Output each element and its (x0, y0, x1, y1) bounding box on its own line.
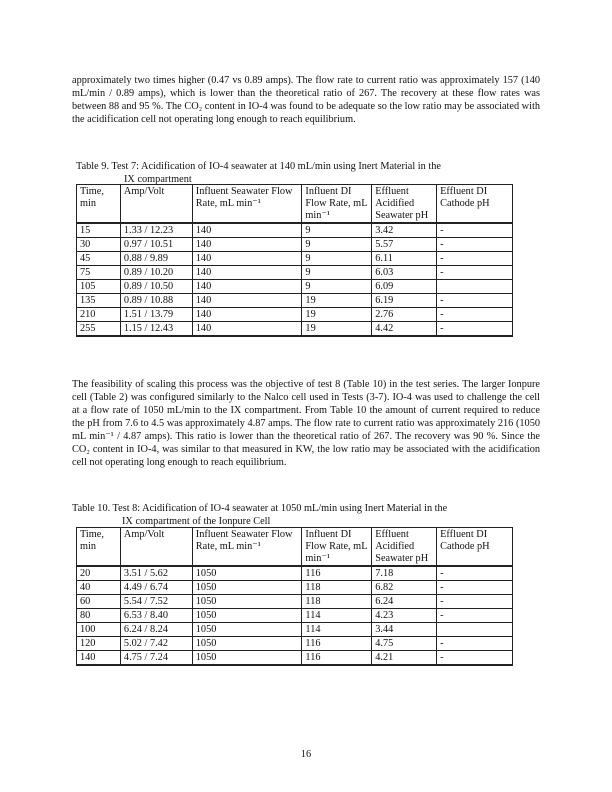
table-cell: - (437, 252, 513, 266)
table-cell: 114 (302, 623, 372, 637)
table-cell: 140 (192, 322, 302, 337)
table-row (77, 609, 513, 623)
table-cell: 30 (77, 238, 121, 252)
column-header: Effluent DI Cathode pH (437, 528, 513, 567)
table-cell: 3.42 (372, 223, 437, 238)
column-header: Influent DI Flow Rate, mL min⁻¹ (302, 528, 372, 567)
table-cell: 5.02 / 7.42 (120, 637, 192, 651)
table-cell: - (437, 322, 513, 337)
column-header: Effluent Acidified Seawater pH (372, 185, 437, 224)
table-cell: - (437, 566, 513, 581)
table-cell: 116 (302, 651, 372, 666)
column-header: Amp/Volt (120, 528, 192, 567)
table-cell: 135 (77, 294, 121, 308)
table-cell: 0.97 / 10.51 (120, 238, 192, 252)
table9-caption (76, 160, 441, 186)
table-cell: 4.49 / 6.74 (120, 581, 192, 595)
table-cell: 5.57 (372, 238, 437, 252)
table-cell: 15 (77, 223, 121, 238)
table-cell: 0.89 / 10.50 (120, 280, 192, 294)
table-row (77, 308, 513, 322)
page-number: 16 (300, 749, 312, 760)
table-row (77, 238, 513, 252)
table-cell: 9 (302, 238, 372, 252)
table-cell: 7.18 (372, 566, 437, 581)
table-cell: 2.76 (372, 308, 437, 322)
column-header: Effluent DI Cathode pH (437, 185, 513, 224)
table-cell: - (437, 581, 513, 595)
table-cell: 6.24 / 8.24 (120, 623, 192, 637)
table-cell: 140 (192, 238, 302, 252)
table-cell: - (437, 609, 513, 623)
table9-caption-line2: IX compartment (124, 174, 192, 185)
table-cell: 9 (302, 266, 372, 280)
column-header: Amp/Volt (120, 185, 192, 224)
table-cell: 1050 (192, 623, 302, 637)
table-cell: 1.15 / 12.43 (120, 322, 192, 337)
table-cell: 105 (77, 280, 121, 294)
table-cell: 5.54 / 7.52 (120, 595, 192, 609)
table-cell: 210 (77, 308, 121, 322)
table-cell: 140 (192, 266, 302, 280)
table-row (77, 223, 513, 238)
table-row (77, 566, 513, 581)
table-cell: - (437, 637, 513, 651)
paragraph-test7-discussion: approximately two times higher (0.47 vs 0.89 amps). The flow rate to current ratio was approximately 157 (140 mL/min / 0.89 amps), which is lower than the theoretical ratio of 267. The recovery at these flow rates was between 88 and 95 %. The CO₂ content in IO-4 was found to be adequate so the low ratio may be associated with the acidification cell not operating long enough to reach equilibrium. (72, 75, 540, 125)
paragraph-test8-discussion: The feasibility of scaling this process was the objective of test 8 (Table 10) in the test series. The larger Ionpure cell (Table 2) was configured similarly to the Nalco cell used in Tests (3-7). IO-4 was used to challenge the cell at a flow rate of 1050 mL/min to the IX compartment. From Table 10 the amount of current required to reduce the pH from 7.6 to 4.5 was approximately 4.87 amps. The flow rate to current ratio was approximately 216 (1050 mL min⁻¹ / 4.87 amps). This ratio is lower than the theoretical ratio of 267. The recovery was 90 %. Since the CO₂ content in IO-4, was similar to that measured in KW, the low ratio may be associated with the acidification cell not operating long enough to reach equilibrium. (72, 379, 540, 468)
table-cell: 45 (77, 252, 121, 266)
column-header: Influent DI Flow Rate, mL min⁻¹ (302, 185, 372, 224)
table9-caption-line1: Table 9. Test 7: Acidification of IO-4 seawater at 140 mL/min using Inert Material in the (76, 161, 441, 172)
table-row (77, 252, 513, 266)
table10 (76, 527, 513, 666)
table-cell: 140 (77, 651, 121, 666)
table-row (77, 280, 513, 294)
table-row (77, 651, 513, 666)
table-cell: 0.88 / 9.89 (120, 252, 192, 266)
table-cell: 40 (77, 581, 121, 595)
column-header: Influent Seawater Flow Rate, mL min⁻¹ (192, 185, 302, 224)
table-cell: 1050 (192, 581, 302, 595)
column-header: Influent Seawater Flow Rate, mL min⁻¹ (192, 528, 302, 567)
table-cell: 4.21 (372, 651, 437, 666)
table-cell: 6.53 / 8.40 (120, 609, 192, 623)
table-cell: 140 (192, 252, 302, 266)
table-cell: 4.42 (372, 322, 437, 337)
table-cell: 100 (77, 623, 121, 637)
table-cell: - (437, 266, 513, 280)
table10-caption-line1: Table 10. Test 8: Acidification of IO-4 seawater at 1050 mL/min using Inert Material in the (72, 503, 448, 514)
table-cell: 6.09 (372, 280, 437, 294)
table-cell: 4.75 / 7.24 (120, 651, 192, 666)
table-cell: 6.19 (372, 294, 437, 308)
table-row (77, 595, 513, 609)
table-cell: 255 (77, 322, 121, 337)
table-header-row (77, 185, 513, 224)
table-row (77, 637, 513, 651)
table10-caption-line2: IX compartment of the Ionpure Cell (122, 516, 271, 527)
table-cell: 3.51 / 5.62 (120, 566, 192, 581)
table-cell: 75 (77, 266, 121, 280)
table-cell: 1.33 / 12.23 (120, 223, 192, 238)
table-cell: 1050 (192, 609, 302, 623)
table-cell: - (437, 223, 513, 238)
table-cell: - (437, 651, 513, 666)
table-cell: 0.89 / 10.20 (120, 266, 192, 280)
table-cell: - (437, 238, 513, 252)
table-cell: 1.51 / 13.79 (120, 308, 192, 322)
table-header-row (77, 528, 513, 567)
table-cell: 9 (302, 252, 372, 266)
table-cell: 6.82 (372, 581, 437, 595)
table-cell: 19 (302, 294, 372, 308)
table-cell: 1050 (192, 595, 302, 609)
table-cell (437, 280, 513, 294)
column-header: Effluent Acidified Seawater pH (372, 528, 437, 567)
table-cell: 4.23 (372, 609, 437, 623)
table-cell: 6.24 (372, 595, 437, 609)
table-cell: 140 (192, 308, 302, 322)
table-cell (437, 623, 513, 637)
column-header: Time, min (77, 185, 121, 224)
table-cell: 60 (77, 595, 121, 609)
table-row (77, 294, 513, 308)
table-cell: 3.44 (372, 623, 437, 637)
table-cell: 116 (302, 566, 372, 581)
table-row (77, 322, 513, 337)
table-cell: 9 (302, 280, 372, 294)
table-cell: - (437, 294, 513, 308)
table-cell: 1050 (192, 566, 302, 581)
table-cell: 114 (302, 609, 372, 623)
table-cell: 118 (302, 595, 372, 609)
table-row (77, 266, 513, 280)
table-cell: 118 (302, 581, 372, 595)
table-cell: - (437, 308, 513, 322)
table-cell: 140 (192, 294, 302, 308)
table-cell: 20 (77, 566, 121, 581)
table10-caption (72, 502, 447, 528)
table-cell: 19 (302, 322, 372, 337)
table-cell: 6.11 (372, 252, 437, 266)
table-cell: 6.03 (372, 266, 437, 280)
table-cell: 0.89 / 10.88 (120, 294, 192, 308)
table-cell: - (437, 595, 513, 609)
table-cell: 9 (302, 223, 372, 238)
table-cell: 120 (77, 637, 121, 651)
table-row (77, 581, 513, 595)
table-cell: 1050 (192, 651, 302, 666)
table9 (76, 184, 513, 337)
table-cell: 116 (302, 637, 372, 651)
table-cell: 1050 (192, 637, 302, 651)
table-cell: 140 (192, 223, 302, 238)
table-cell: 140 (192, 280, 302, 294)
column-header: Time, min (77, 528, 121, 567)
table-cell: 4.75 (372, 637, 437, 651)
table-row (77, 623, 513, 637)
table-cell: 19 (302, 308, 372, 322)
table-cell: 80 (77, 609, 121, 623)
